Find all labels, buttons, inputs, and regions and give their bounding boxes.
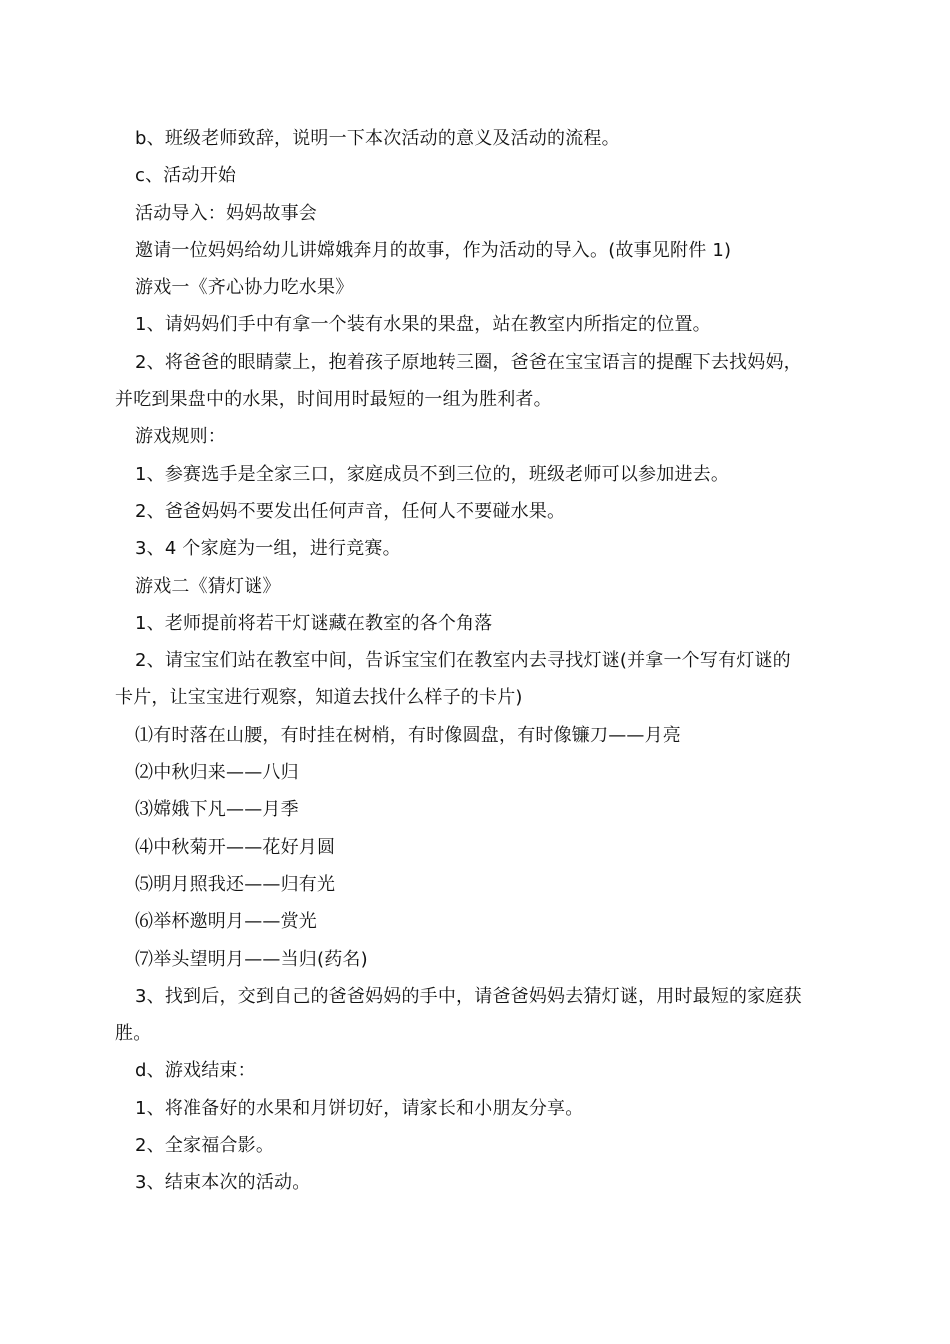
paragraph-line: 1、将准备好的水果和月饼切好，请家长和小朋友分享。 xyxy=(135,1097,584,1119)
paragraph-line: c、活动开始 xyxy=(135,165,237,187)
paragraph-line: 活动导入：妈妈故事会 xyxy=(135,202,317,224)
paragraph-line: 2、将爸爸的眼睛蒙上，抱着孩子原地转三圈，爸爸在宝宝语言的提醒下去找妈妈， xyxy=(135,351,802,373)
paragraph-line: ⑺举头望明月——当归(药名) xyxy=(135,948,368,970)
paragraph-line: ⑴有时落在山腰，有时挂在树梢，有时像圆盘，有时像镰刀——月亮 xyxy=(135,724,681,746)
paragraph-line: d、游戏结束： xyxy=(135,1060,256,1082)
paragraph-line: 游戏规则： xyxy=(135,426,226,448)
paragraph-line: 卡片，让宝宝进行观察，知道去找什么样子的卡片) xyxy=(115,687,523,709)
paragraph-line: 1、请妈妈们手中有拿一个装有水果的果盘，站在教室内所指定的位置。 xyxy=(135,314,711,336)
paragraph-line: 游戏一《齐心协力吃水果》 xyxy=(135,277,354,299)
paragraph-line: b、班级老师致辞，说明一下本次活动的意义及活动的流程。 xyxy=(135,128,620,149)
paragraph-line: ⑸明月照我还——归有光 xyxy=(135,873,336,895)
paragraph-line: 1、老师提前将若干灯谜藏在教室的各个角落 xyxy=(135,612,493,634)
paragraph-line: 2、全家福合影。 xyxy=(135,1135,275,1157)
paragraph-line: ⑵中秋归来——八归 xyxy=(135,762,299,784)
paragraph-line: 3、找到后，交到自己的爸爸妈妈的手中，请爸爸妈妈去猜灯谜，用时最短的家庭获 xyxy=(135,985,802,1007)
paragraph-line: 并吃到果盘中的水果，时间用时最短的一组为胜利者。 xyxy=(115,389,552,411)
paragraph-line: 游戏二《猜灯谜》 xyxy=(135,575,281,597)
paragraph-line: 胜。 xyxy=(115,1023,152,1045)
paragraph-line: ⑹举杯邀明月——赏光 xyxy=(135,911,317,933)
paragraph-line: 2、请宝宝们站在教室中间，告诉宝宝们在教室内去寻找灯谜(并拿一个写有灯谜的 xyxy=(135,650,791,672)
document-body xyxy=(115,120,845,1202)
paragraph-line: 2、爸爸妈妈不要发出任何声音，任何人不要碰水果。 xyxy=(135,500,566,522)
paragraph-line: 3、结束本次的活动。 xyxy=(135,1172,311,1194)
paragraph-line: ⑶嫦娥下凡——月季 xyxy=(135,799,299,821)
paragraph-line: ⑷中秋菊开——花好月圆 xyxy=(135,836,336,858)
paragraph-line: 邀请一位妈妈给幼儿讲嫦娥奔月的故事，作为活动的导入。(故事见附件 1) xyxy=(135,239,732,261)
paragraph-line: 1、参赛选手是全家三口，家庭成员不到三位的，班级老师可以参加进去。 xyxy=(135,463,730,485)
paragraph-line: 3、4 个家庭为一组，进行竞赛。 xyxy=(135,538,401,560)
